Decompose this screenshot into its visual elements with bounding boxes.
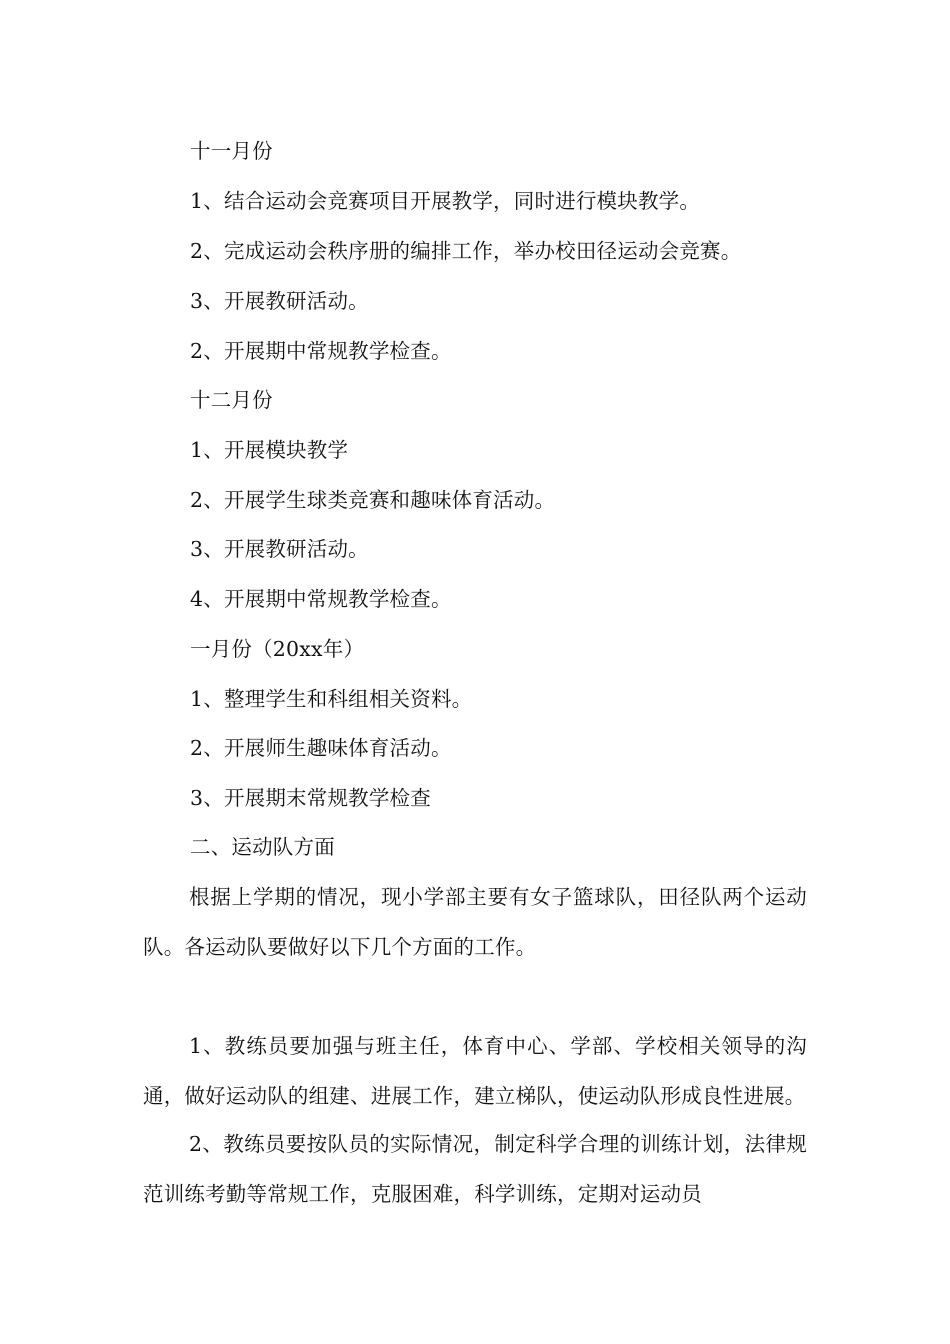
list-item: 2、开展期中常规教学检查。 <box>190 339 452 363</box>
list-item: 1、整理学生和科组相关资料。 <box>190 687 473 711</box>
list-item: 2、开展学生球类竞赛和趣味体育活动。 <box>190 488 556 512</box>
section-heading-december: 十二月份 <box>190 388 273 412</box>
section-heading-january: 一月份（20xx年） <box>190 637 365 661</box>
list-item: 2、开展师生趣味体育活动。 <box>190 736 452 760</box>
list-item: 1、开展模块教学 <box>190 438 349 462</box>
paragraph-coach-communication: 1、教练员要加强与班主任，体育中心、学部、学校相关领导的沟通，做好运动队的组建、进展工作，建立梯队，使运动队形成良性进展。 <box>143 1034 807 1108</box>
section-heading-sports-teams: 二、运动队方面 <box>190 835 335 859</box>
list-item: 3、开展教研活动。 <box>190 289 369 313</box>
list-item: 1、结合运动会竞赛项目开展教学，同时进行模块教学。 <box>190 189 701 213</box>
list-item: 3、开展期末常规教学检查 <box>190 786 431 810</box>
paragraph-training-plan: 2、教练员要按队员的实际情况，制定科学合理的训练计划，法律规范训练考勤等常规工作，克服困难，科学训练，定期对运动员 <box>143 1132 807 1206</box>
list-item: 2、完成运动会秩序册的编排工作，举办校田径运动会竞赛。 <box>190 239 742 263</box>
list-item: 3、开展教研活动。 <box>190 537 369 561</box>
list-item: 4、开展期中常规教学检查。 <box>190 587 452 611</box>
section-heading-november: 十一月份 <box>190 139 273 163</box>
paragraph-teams-overview: 根据上学期的情况，现小学部主要有女子篮球队，田径队两个运动队。各运动队要做好以下几个方面的工作。 <box>143 885 807 959</box>
